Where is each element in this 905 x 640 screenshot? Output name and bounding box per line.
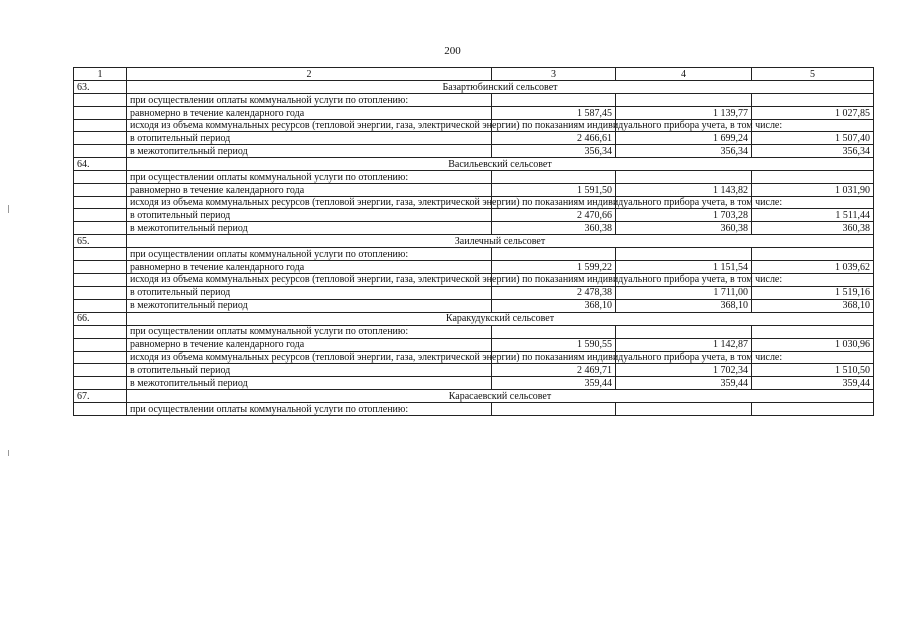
table-row — [74, 299, 874, 312]
value-col-3: 359,44 — [492, 376, 616, 389]
row-number-empty — [74, 402, 127, 415]
value-col-5 — [752, 248, 874, 261]
row-label: в отопительный период — [127, 363, 492, 376]
value-col-4: 1 702,34 — [616, 363, 752, 376]
value-col-3: 2 470,66 — [492, 209, 616, 222]
value-col-4: 1 139,77 — [616, 107, 752, 120]
table-row — [74, 338, 874, 351]
row-label: в отопительный период — [127, 286, 492, 299]
value-col-5: 1 031,90 — [752, 184, 874, 197]
row-number: 66. — [74, 312, 127, 325]
section-row — [74, 389, 874, 402]
table-row — [74, 171, 874, 184]
value-col-5: 1 519,16 — [752, 286, 874, 299]
value-col-4 — [616, 248, 752, 261]
scan-edge-mark — [8, 205, 9, 213]
row-number: 65. — [74, 235, 127, 248]
row-number-empty — [74, 197, 127, 209]
value-col-4 — [616, 94, 752, 107]
table-row — [74, 286, 874, 299]
row-number-empty — [74, 338, 127, 351]
row-number-empty — [74, 274, 127, 286]
table-row — [74, 351, 874, 363]
value-col-5: 356,34 — [752, 145, 874, 158]
section-row — [74, 158, 874, 171]
row-label: в межотопительный период — [127, 222, 492, 235]
table-row — [74, 376, 874, 389]
row-label: при осуществлении оплаты коммунальной услуги по отоплению: — [127, 248, 492, 261]
row-label: в межотопительный период — [127, 376, 492, 389]
table-row — [74, 107, 874, 120]
value-col-3 — [492, 248, 616, 261]
value-col-5: 360,38 — [752, 222, 874, 235]
value-col-3: 360,38 — [492, 222, 616, 235]
row-number-empty — [74, 376, 127, 389]
row-number-empty — [74, 299, 127, 312]
section-row — [74, 312, 874, 325]
value-col-3: 1 591,50 — [492, 184, 616, 197]
row-number-empty — [74, 209, 127, 222]
value-col-5: 368,10 — [752, 299, 874, 312]
value-col-5 — [752, 325, 874, 338]
value-col-3: 2 466,61 — [492, 132, 616, 145]
table-header-row — [74, 68, 874, 81]
value-col-4: 360,38 — [616, 222, 752, 235]
section-title: Заилечный сельсовет — [127, 235, 874, 248]
value-col-4: 1 142,87 — [616, 338, 752, 351]
value-col-5: 1 511,44 — [752, 209, 874, 222]
row-label: исходя из объема коммунальных ресурсов (тепловой энергии, газа, электрической энергии) по показаниям индивидуального прибора учета, в том числе: — [127, 197, 492, 209]
table-row — [74, 325, 874, 338]
value-col-3: 1 590,55 — [492, 338, 616, 351]
section-title: Васильевский сельсовет — [127, 158, 874, 171]
row-number-empty — [74, 184, 127, 197]
row-number-empty — [74, 222, 127, 235]
value-col-4: 1 699,24 — [616, 132, 752, 145]
row-label: в отопительный период — [127, 132, 492, 145]
value-col-4: 356,34 — [616, 145, 752, 158]
row-number-empty — [74, 261, 127, 274]
row-label: при осуществлении оплаты коммунальной услуги по отоплению: — [127, 402, 492, 415]
value-col-5: 1 507,40 — [752, 132, 874, 145]
value-col-3 — [492, 402, 616, 415]
row-label: при осуществлении оплаты коммунальной услуги по отоплению: — [127, 94, 492, 107]
row-label: в межотопительный период — [127, 145, 492, 158]
header-cell-4: 4 — [616, 68, 752, 81]
row-number-empty — [74, 248, 127, 261]
row-number: 67. — [74, 389, 127, 402]
value-col-4 — [616, 325, 752, 338]
value-col-3: 368,10 — [492, 299, 616, 312]
table-row — [74, 132, 874, 145]
value-col-5: 1 510,50 — [752, 363, 874, 376]
row-label: исходя из объема коммунальных ресурсов (тепловой энергии, газа, электрической энергии) по показаниям индивидуального прибора учета, в том числе: — [127, 351, 492, 363]
value-col-5: 1 039,62 — [752, 261, 874, 274]
value-col-4: 1 143,82 — [616, 184, 752, 197]
table-row — [74, 261, 874, 274]
table-row — [74, 120, 874, 132]
table-row — [74, 402, 874, 415]
row-number-empty — [74, 351, 127, 363]
value-col-3: 2 478,38 — [492, 286, 616, 299]
header-cell-1: 1 — [74, 68, 127, 81]
value-col-3 — [492, 94, 616, 107]
row-number-empty — [74, 107, 127, 120]
row-label: равномерно в течение календарного года — [127, 184, 492, 197]
row-number: 63. — [74, 81, 127, 94]
table-row — [74, 248, 874, 261]
value-col-5 — [752, 171, 874, 184]
row-label: исходя из объема коммунальных ресурсов (тепловой энергии, газа, электрической энергии) по показаниям индивидуального прибора учета, в том числе: — [127, 120, 492, 132]
row-number-empty — [74, 145, 127, 158]
tariff-table — [73, 67, 874, 416]
row-label: при осуществлении оплаты коммунальной услуги по отоплению: — [127, 171, 492, 184]
row-label: в межотопительный период — [127, 299, 492, 312]
value-col-5: 359,44 — [752, 376, 874, 389]
section-row — [74, 235, 874, 248]
row-label: исходя из объема коммунальных ресурсов (тепловой энергии, газа, электрической энергии) по показаниям индивидуального прибора учета, в том числе: — [127, 274, 492, 286]
section-row — [74, 81, 874, 94]
row-number-empty — [74, 120, 127, 132]
value-col-3 — [492, 325, 616, 338]
header-cell-5: 5 — [752, 68, 874, 81]
section-title: Базартюбинский сельсовет — [127, 81, 874, 94]
value-col-4: 1 711,00 — [616, 286, 752, 299]
table-body — [74, 68, 874, 416]
value-col-4: 1 703,28 — [616, 209, 752, 222]
row-number-empty — [74, 363, 127, 376]
value-col-4: 1 151,54 — [616, 261, 752, 274]
value-col-3 — [492, 171, 616, 184]
table-row — [74, 94, 874, 107]
row-label: равномерно в течение календарного года — [127, 338, 492, 351]
table-row — [74, 363, 874, 376]
row-number-empty — [74, 286, 127, 299]
header-cell-2: 2 — [127, 68, 492, 81]
row-number-empty — [74, 94, 127, 107]
section-title: Каракудукский сельсовет — [127, 312, 874, 325]
page-number: 200 — [444, 45, 461, 57]
value-col-4 — [616, 171, 752, 184]
value-col-4: 359,44 — [616, 376, 752, 389]
value-col-4: 368,10 — [616, 299, 752, 312]
value-col-5: 1 030,96 — [752, 338, 874, 351]
row-number-empty — [74, 171, 127, 184]
value-col-5: 1 027,85 — [752, 107, 874, 120]
value-col-3: 1 587,45 — [492, 107, 616, 120]
row-label: в отопительный период — [127, 209, 492, 222]
value-col-5 — [752, 94, 874, 107]
table-row — [74, 184, 874, 197]
value-col-3: 2 469,71 — [492, 363, 616, 376]
table-row — [74, 209, 874, 222]
value-col-3: 356,34 — [492, 145, 616, 158]
row-label: равномерно в течение календарного года — [127, 107, 492, 120]
row-number-empty — [74, 132, 127, 145]
table-row — [74, 222, 874, 235]
header-cell-3: 3 — [492, 68, 616, 81]
row-number-empty — [74, 325, 127, 338]
row-label: равномерно в течение календарного года — [127, 261, 492, 274]
table-row — [74, 274, 874, 286]
value-col-3: 1 599,22 — [492, 261, 616, 274]
row-number: 64. — [74, 158, 127, 171]
row-label: при осуществлении оплаты коммунальной услуги по отоплению: — [127, 325, 492, 338]
value-col-5 — [752, 402, 874, 415]
value-col-4 — [616, 402, 752, 415]
section-title: Карасаевский сельсовет — [127, 389, 874, 402]
table-row — [74, 145, 874, 158]
scan-edge-mark — [8, 450, 9, 456]
table-row — [74, 197, 874, 209]
